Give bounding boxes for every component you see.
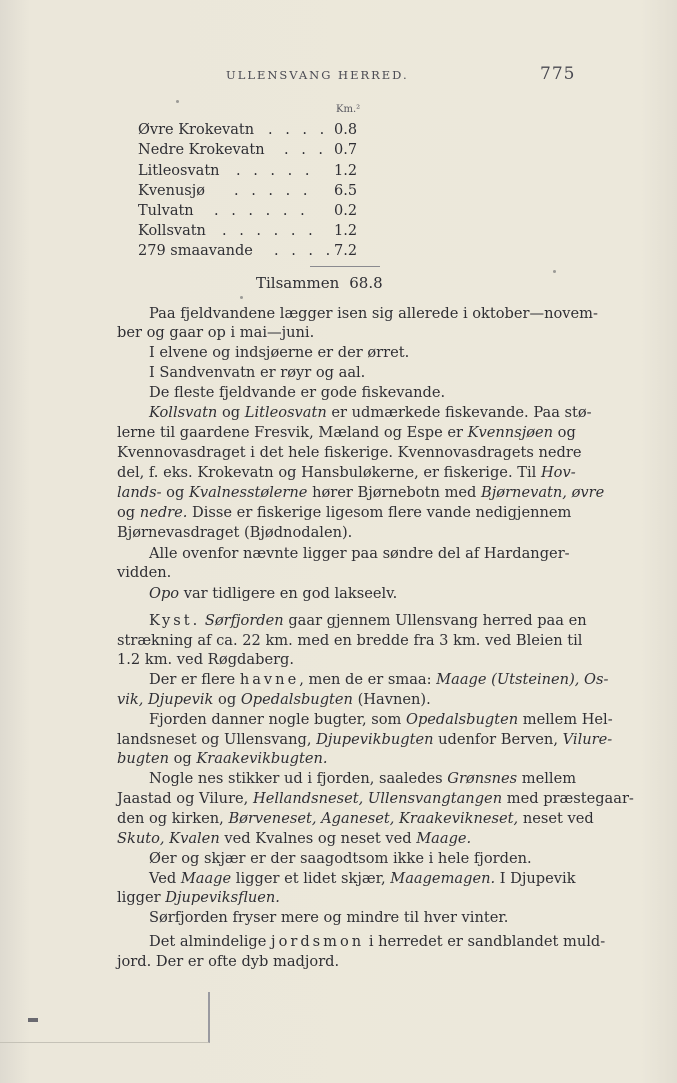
text-line: De fleste fjeldvande er gode fiskevande. (149, 384, 446, 401)
table-row (138, 161, 378, 181)
text-line: Det almindelige jordsmon i herredet er sandblandet muld- (149, 933, 606, 950)
text-line: Nogle nes stikker ud i fjorden, saaledes Grønsnes mellem (149, 770, 577, 787)
text-line: strækning af ca. 22 km. med en bredde fra 3 km. ved Bleien til (117, 632, 583, 649)
text-line: ber og gaar op i mai—juni. (117, 324, 315, 341)
lake-name: Øvre Krokevatn (138, 122, 255, 138)
total-value: 68.8 (349, 274, 383, 292)
unit-label: Km.² (336, 104, 361, 115)
leader-dots: . . . (284, 142, 328, 158)
text-line: Ved Maage ligger et lidet skjær, Maagemagen. I Djupevik (149, 870, 576, 887)
text-line: ligger Djupeviksfluen. (117, 889, 280, 906)
total-label: Tilsammen (256, 274, 340, 292)
sum-rule (310, 266, 380, 267)
lake-area: 0.2 (334, 203, 358, 219)
text-line: Paa fjeldvandene lægger isen sig allerede i oktober—novem- (149, 305, 598, 322)
text-line: del, f. eks. Krokevatn og Hansbuløkerne, er fiskerige. Til Hov- (117, 464, 576, 481)
lake-name: Litleosvatn (138, 163, 220, 179)
lake-name: 279 smaavande (138, 243, 253, 259)
lake-name: Kollsvatn (138, 223, 206, 239)
text-line: Kollsvatn og Litleosvatn er udmærkede fiskevande. Paa stø- (149, 404, 592, 421)
table-row (138, 201, 378, 221)
lake-area: 1.2 (334, 163, 358, 179)
text-line: Alle ovenfor nævnte ligger paa søndre del af Hardanger- (149, 545, 570, 562)
table-row (138, 181, 378, 201)
text-line: Opo var tidligere en god lakseelv. (149, 585, 398, 602)
text-line: Øer og skjær er der saagodtsom ikke i hele fjorden. (149, 850, 532, 867)
table-row (138, 120, 378, 140)
lake-name: Tulvatn (138, 203, 194, 219)
header-title: ULLENSVANG HERRED. (226, 68, 409, 82)
text-line: I elvene og indsjøerne er der ørret. (149, 344, 410, 361)
scan-speck (553, 270, 556, 273)
text-line: Kyst. Sørfjorden gaar gjennem Ullensvang herred paa en (149, 612, 587, 629)
lake-name: Nedre Krokevatn (138, 142, 265, 158)
text-line: Fjorden danner nogle bugter, som Opedalsbugten mellem Hel- (149, 711, 613, 728)
leader-dots: . . . . . (234, 183, 312, 199)
text-line: den og kirken, Børveneset, Aganeset, Kraakevikneset, neset ved (117, 810, 594, 827)
section-heading: Kyst. (149, 612, 201, 629)
leader-dots: . . . . . . (214, 203, 309, 219)
lake-area: 7.2 (334, 243, 358, 259)
table-row (138, 241, 378, 261)
text-line: Der er flere havne, men de er smaa: Maage (Utsteinen), Os- (149, 671, 609, 688)
table-row (138, 140, 378, 160)
text-line: og nedre. Disse er fiskerige ligesom flere vande nedigjennem (117, 504, 572, 521)
lake-area: 6.5 (334, 183, 358, 199)
text-line: Bjørnevasdraget (Bjødnodalen). (117, 524, 353, 541)
leader-dots: . . . . (268, 122, 329, 138)
table-row (138, 221, 378, 241)
text-line: Sørfjorden fryser mere og mindre til hver vinter. (149, 909, 509, 926)
text-line: vidden. (117, 564, 172, 581)
lake-area: 0.8 (334, 122, 358, 138)
text-line: lerne til gaardene Fresvik, Mæland og Espe er Kvennsjøen og (117, 424, 576, 441)
scan-speck (240, 296, 243, 299)
text-line: I Sandvenvatn er røyr og aal. (149, 364, 366, 381)
text-line: Skuto, Kvalen ved Kvalnes og neset ved Maage. (117, 830, 472, 847)
lake-area: 0.7 (334, 142, 358, 158)
text-line: landsneset og Ullensvang, Djupevikbugten udenfor Berven, Vilure- (117, 731, 613, 748)
text-line: vik, Djupevik og Opedalsbugten (Havnen). (117, 691, 431, 708)
text-line: bugten og Kraakevikbugten. (117, 750, 328, 767)
running-header (0, 64, 677, 88)
leader-dots: . . . . . (236, 163, 314, 179)
scan-mark (28, 1018, 38, 1022)
text-line: jord. Der er ofte dyb madjord. (117, 953, 340, 970)
lake-name: Kvenusjø (138, 183, 205, 199)
text-line: lands- og Kvalnesstølerne hører Bjørnebotn med Bjørnevatn, øvre (117, 484, 605, 501)
table-total (256, 274, 383, 292)
lake-area: 1.2 (334, 223, 358, 239)
text-line: 1.2 km. ved Røgdaberg. (117, 651, 295, 668)
leader-dots: . . . . (274, 243, 335, 259)
leader-dots: . . . . . . (222, 223, 317, 239)
page-number: 775 (540, 64, 576, 84)
text-line: Jaastad og Vilure, Hellandsneset, Ullensvangtangen med præstegaar- (117, 790, 634, 807)
text-line: Kvennovasdraget i det hele fiskerige. Kvennovasdragets nedre (117, 444, 582, 461)
scan-speck (176, 100, 179, 103)
